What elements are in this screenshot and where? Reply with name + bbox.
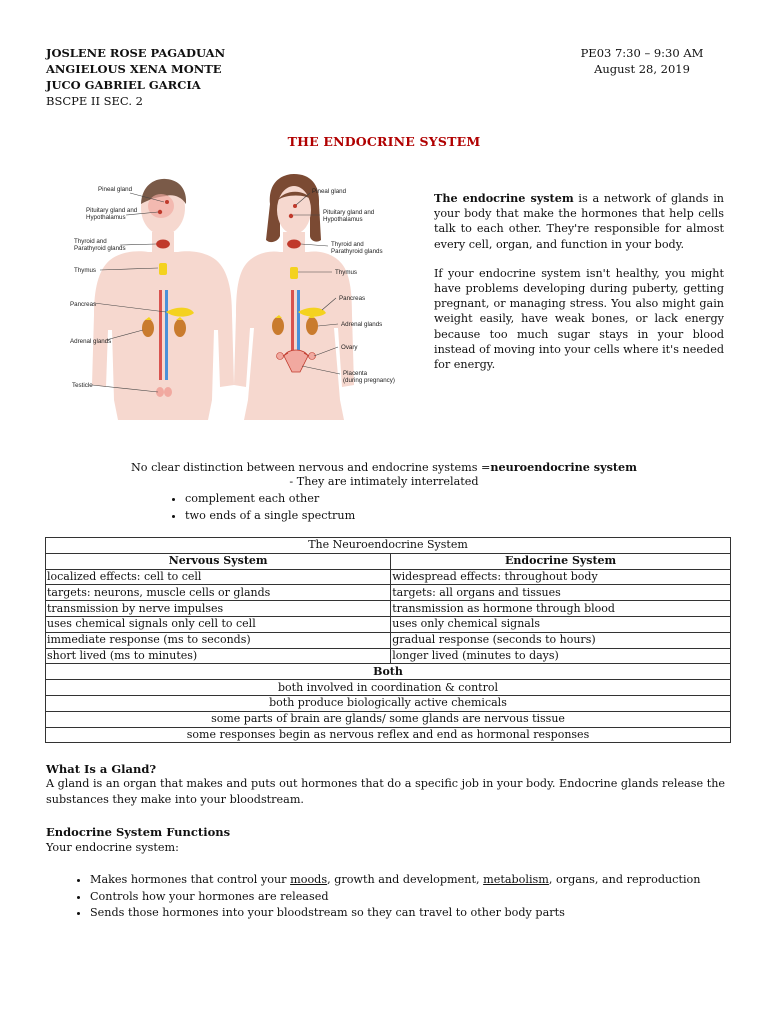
intro-text <box>434 191 724 386</box>
list-item: • two ends of a single spectrum <box>185 507 355 524</box>
table-row <box>46 711 731 727</box>
label-parathyroid-male: Parathyroid glands <box>74 245 126 252</box>
endocrine-figure <box>48 160 408 420</box>
table-cell: some parts of brain are glands/ some glands are nervous tissue <box>46 711 731 727</box>
table-cell: gradual response (seconds to hours) <box>391 632 731 648</box>
page-title: THE ENDOCRINE SYSTEM <box>287 134 481 149</box>
label-adrenal-male: Adrenal glands <box>70 338 112 345</box>
table-cell: immediate response (ms to seconds) <box>46 632 391 648</box>
table-caption: The Neuroendocrine System <box>46 538 731 554</box>
label-adrenal-female: Adrenal glands <box>341 321 383 328</box>
distinction-text: No clear distinction between nervous and endocrine systems = <box>130 461 491 474</box>
course-time: PE03 7:30 – 9:30 AM <box>580 46 704 60</box>
label-thymus-female: Thymus <box>335 269 358 276</box>
table-cell: uses only chemical signals <box>391 616 731 632</box>
document-date: August 28, 2019 <box>594 62 690 76</box>
table-header-endocrine: Endocrine System <box>391 553 731 569</box>
label-pituitary-female: Pituitary gland and <box>323 209 375 216</box>
distinction-line <box>0 460 768 474</box>
label-pancreas-female: Pancreas <box>339 295 366 302</box>
label-pineal-male: Pineal gland <box>98 186 133 193</box>
table-row <box>46 601 731 617</box>
table-row <box>46 680 731 696</box>
table-cell: targets: neurons, muscle cells or glands <box>46 585 391 601</box>
intro-paragraph-1 <box>434 191 724 252</box>
functions-heading: Endocrine System Functions <box>46 825 231 839</box>
table-header-nervous: Nervous System <box>46 553 391 569</box>
table-cell: targets: all organs and tissues <box>391 585 731 601</box>
label-thyroid-female: Thyroid and <box>331 241 364 248</box>
author-name-1: JOSLENE ROSE PAGADUAN <box>46 46 226 60</box>
label-hypothalamus-male: Hypothalamus <box>86 214 126 221</box>
list-item: • complement each other <box>185 490 355 507</box>
table-row <box>46 616 731 632</box>
table-row <box>46 632 731 648</box>
course-info <box>572 45 712 77</box>
gland-text: A gland is an organ that makes and puts out hormones that do a specific job in your body. Endocrine glands release the substances they make into your bloodstream. <box>46 777 726 806</box>
table-row <box>46 569 731 585</box>
label-pancreas-male: Pancreas <box>70 301 97 308</box>
table-cell: uses chemical signals only cell to cell <box>46 616 391 632</box>
intro-term: The endocrine system <box>434 191 574 205</box>
table-cell: transmission by nerve impulses <box>46 601 391 617</box>
distinction-term: neuroendocrine system <box>490 460 637 474</box>
table-cell: localized effects: cell to cell <box>46 569 391 585</box>
table-cell: short lived (ms to minutes) <box>46 648 391 664</box>
label-ovary: Ovary <box>341 344 358 351</box>
metabolism-link[interactable]: metabolism <box>483 873 549 886</box>
list-item <box>90 872 700 889</box>
functions-intro: Your endocrine system: <box>46 841 179 854</box>
table-row <box>46 648 731 664</box>
label-thymus-male: Thymus <box>74 267 97 274</box>
label-placenta: Placenta <box>343 370 368 377</box>
distinction-bullets <box>157 490 355 524</box>
list-item: • Sends those hormones into your bloodstream so they can travel to other body parts <box>90 905 700 922</box>
table-header-both: Both <box>46 664 731 680</box>
function-text: , organs, and reproduction <box>548 873 701 886</box>
label-testicle: Testicle <box>72 382 93 389</box>
author-name-2: ANGIELOUS XENA MONTE <box>46 62 222 76</box>
label-pituitary-male: Pituitary gland and <box>86 207 138 214</box>
label-pineal-female: Pineal gland <box>312 188 347 195</box>
table-row <box>46 727 731 743</box>
neuroendocrine-table <box>45 537 731 743</box>
intro-definition: is a network of glands in your body that make the hormones that help cells talk to each other. They're responsible for almost every cell, organ, and function in your body. <box>434 192 724 251</box>
function-text: Makes hormones that control your <box>90 873 291 886</box>
label-thyroid-male: Thyroid and <box>74 238 107 245</box>
gland-heading: What Is a Gland? <box>46 762 157 776</box>
table-cell: widespread effects: throughout body <box>391 569 731 585</box>
function-text: , growth and development, <box>327 873 484 886</box>
table-cell: transmission as hormone through blood <box>391 601 731 617</box>
table-row <box>46 695 731 711</box>
author-block <box>46 45 225 109</box>
table-cell: both produce biologically active chemicals <box>46 695 731 711</box>
author-name-3: JUCO GABRIEL GARCIA <box>46 78 201 92</box>
label-parathyroid-female: Parathyroid glands <box>331 248 383 255</box>
table-cell: some responses begin as nervous reflex and end as hormonal responses <box>46 727 731 743</box>
table-cell: longer lived (minutes to days) <box>391 648 731 664</box>
label-hypothalamus-female: Hypothalamus <box>323 216 363 223</box>
section-label: BSCPE II SEC. 2 <box>46 94 143 108</box>
moods-link[interactable]: moods <box>290 873 328 886</box>
label-placenta-note: (during pregnancy) <box>343 377 395 384</box>
table-row <box>46 585 731 601</box>
intro-paragraph-2: If your endocrine system isn't healthy, you might have problems developing during puberty, getting pregnant, or managing stress. You also might gain weight easily, have weak bones, or lack energy because too much sugar stays in your blood instead of moving into your cells where it's needed for energy. <box>434 266 724 372</box>
functions-list <box>64 872 700 922</box>
list-item: • Controls how your hormones are released <box>90 889 700 906</box>
table-cell: both involved in coordination & control <box>46 680 731 696</box>
distinction-subline: - They are intimately interrelated <box>289 475 479 488</box>
